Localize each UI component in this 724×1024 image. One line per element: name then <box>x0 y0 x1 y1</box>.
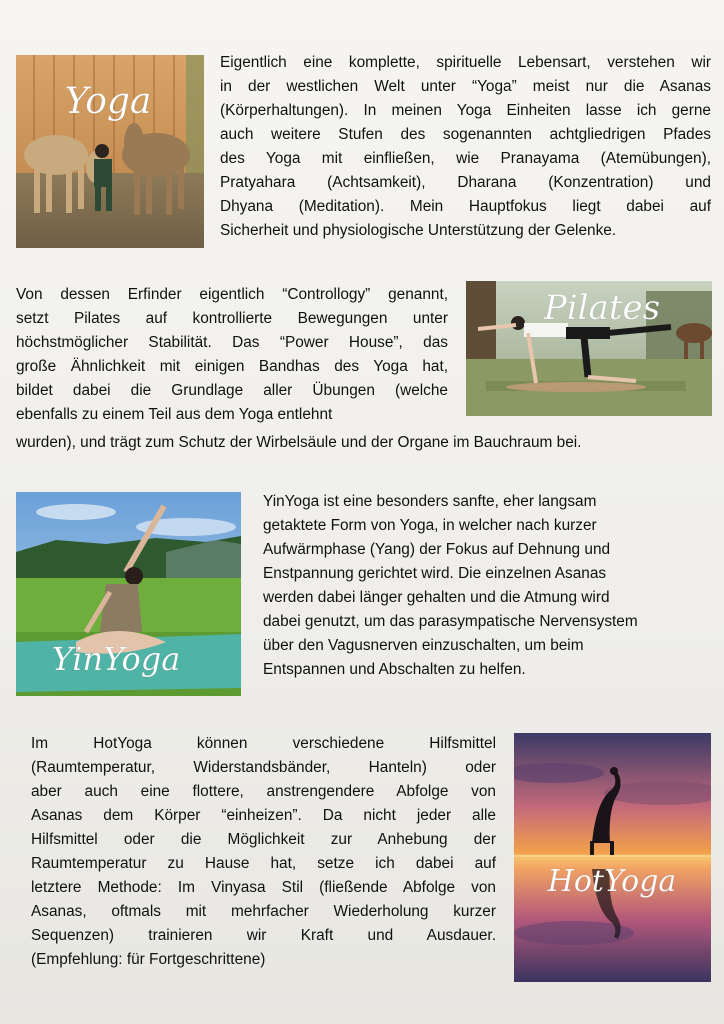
pilates-text-line: bildet dabei die Grundlage aller Übungen (welche <box>16 382 448 399</box>
yoga-photo-label: Yoga <box>64 81 152 122</box>
hotyoga-text-line: letztere Methode: Im Vinyasa Stil (fließende Abfolge von <box>31 879 496 896</box>
pilates-photo <box>466 281 712 416</box>
yoga-text-line: Pratyahara (Achtsamkeit), Dharana (Konzentration) und <box>220 174 711 191</box>
pilates-paragraph <box>16 283 448 427</box>
yinyoga-photo-art <box>16 492 241 696</box>
pilates-text-line: ebenfalls zu einem Teil aus dem Yoga entlehnt <box>16 406 333 423</box>
yinyoga-text-line: getaktete Form von Yoga, in welcher nach kurzer <box>263 517 597 534</box>
yinyoga-photo-label: YinYoga <box>51 640 181 678</box>
pilates-photo-art <box>466 281 712 416</box>
hotyoga-text-line: aber auch eine flottere, anstrengendere Abfolge von <box>31 783 496 800</box>
hotyoga-text-line: Asanas, oftmals mit mehrfacher Wiederholung kurzer <box>31 903 496 920</box>
pilates-text-line: wurden), und trägt zum Schutz der Wirbelsäule und der Organe im Bauchraum bei. <box>16 434 582 451</box>
yoga-text-line: auch weitere Stufen des sogenannten achtgliedrigen Pfades <box>220 126 711 143</box>
hotyoga-paragraph <box>31 732 496 972</box>
pilates-text-line: setzt Pilates auf kontrollierte Bewegungen unter <box>16 310 448 327</box>
hotyoga-text-line: Asanas dem Körper “einheizen”. Da nicht jeder alle <box>31 807 496 824</box>
yoga-photo <box>16 55 204 248</box>
yinyoga-text-line: dabei genutzt, um das parasympatische Nervensystem <box>263 613 638 630</box>
yoga-text-line: Eigentlich eine komplette, spirituelle Lebensart, verstehen wir <box>220 54 711 71</box>
yoga-text-line: in der westlichen Welt unter “Yoga” meist nur die Asanas <box>220 78 711 95</box>
yoga-text-line: des Yoga mit einfließen, wie Pranayama (Atemübungen), <box>220 150 711 167</box>
yinyoga-text-line: Aufwärmphase (Yang) der Fokus auf Dehnung und <box>263 541 611 558</box>
hotyoga-photo-art <box>514 733 711 982</box>
pilates-text-line: große Ähnlichkeit mit einigen Bandhas des Yoga hat, <box>16 358 448 375</box>
yoga-paragraph <box>220 51 711 243</box>
pilates-photo-label: Pilates <box>543 288 661 328</box>
yoga-text-line: (Körperhaltungen). In meinen Yoga Einheiten lasse ich gerne <box>220 102 711 119</box>
hotyoga-text-line: (Empfehlung: für Fortgeschrittene) <box>31 951 266 968</box>
hotyoga-photo <box>514 733 711 982</box>
yinyoga-photo <box>16 492 241 696</box>
hotyoga-text-line: Raumtemperatur zu Hause hat, setze ich dabei auf <box>31 855 496 872</box>
yoga-photo-art <box>16 55 204 248</box>
yinyoga-text-line: Enstpannung gerichtet wird. Die einzelnen Asanas <box>263 565 607 582</box>
yinyoga-paragraph <box>263 490 713 682</box>
hotyoga-text-line: Sequenzen) trainieren wir Kraft und Ausdauer. <box>31 927 496 944</box>
yinyoga-text-line: werden dabei länger gehalten und die Atmung wird <box>263 589 610 606</box>
hotyoga-text-line: Hilfsmittel oder die Möglichkeit zur Anhebung der <box>31 831 496 848</box>
yinyoga-text-line: YinYoga ist eine besonders sanfte, eher langsam <box>263 493 597 510</box>
hotyoga-photo-label: HotYoga <box>547 864 677 899</box>
pilates-text-line: Von dessen Erfinder eigentlich “Controllogy” genannt, <box>16 286 448 303</box>
yinyoga-text-line: Entspannen und Abschalten zu helfen. <box>263 661 526 678</box>
hotyoga-text-line: (Raumtemperatur, Widerstandsbänder, Hanteln) oder <box>31 759 496 776</box>
yoga-text-line: Dhyana (Meditation). Mein Hauptfokus liegt dabei auf <box>220 198 711 215</box>
yinyoga-text-line: über den Vagusnerven einzuschalten, um beim <box>263 637 584 654</box>
hotyoga-text-line: Im HotYoga können verschiedene Hilfsmittel <box>31 735 496 752</box>
pilates-text-line: höchstmöglicher Stabilität. Das “Power House”, das <box>16 334 448 351</box>
pilates-continuation <box>16 431 706 455</box>
yoga-text-line: Sicherheit und physiologische Unterstützung der Gelenke. <box>220 222 617 239</box>
